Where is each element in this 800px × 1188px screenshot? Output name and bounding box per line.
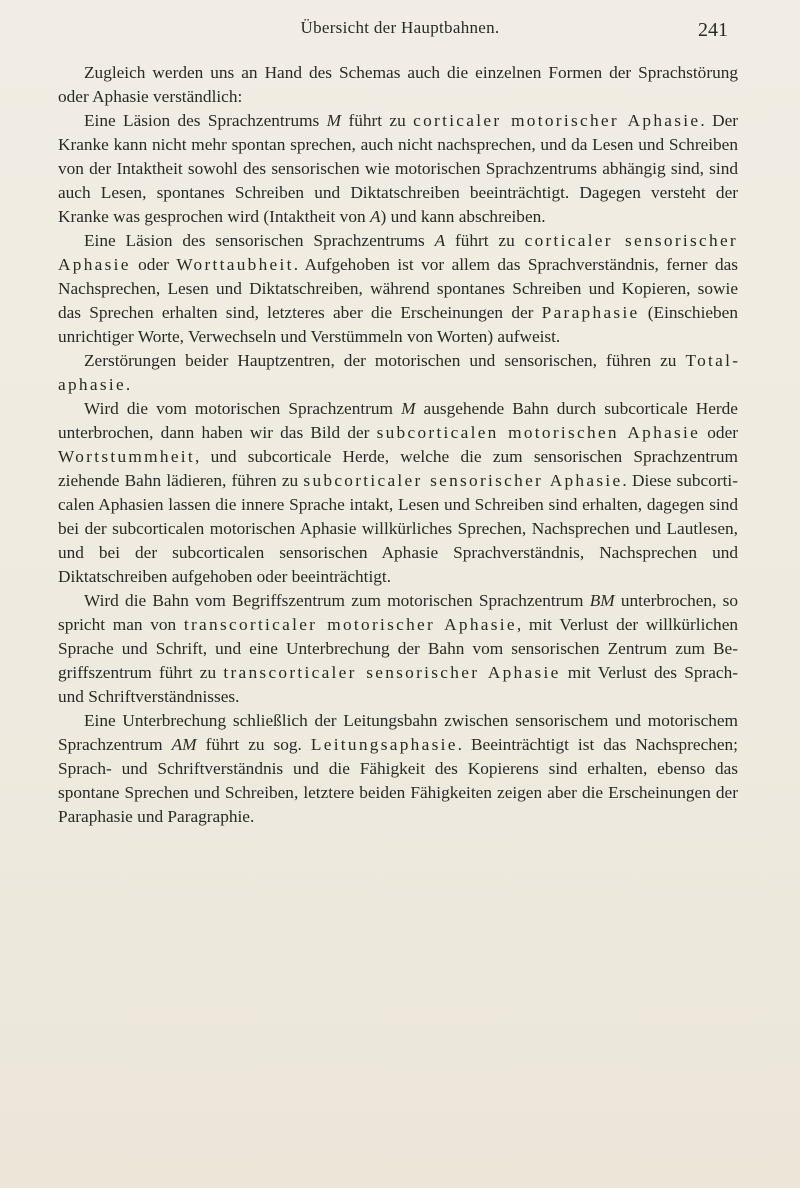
- italic-symbol: A: [369, 207, 381, 226]
- text-run: oder: [700, 423, 738, 442]
- text-run: , mit Verlust der willkürlichen Sprache und Schrift, und eine Unterbrechung der Bahn vom sensorischen Zentrum zum Begriffszentrum führt zu: [58, 615, 739, 682]
- text-run: Zugleich werden uns an Hand des Schemas auch die einzelnen Formen der Sprachstörung oder Aphasie verständlich:: [58, 63, 738, 106]
- text-run: Wird die vom motorischen Sprachzentrum: [84, 399, 402, 418]
- text-run: . Aufgehoben ist vor allem das Sprachverständnis, ferner das Nachsprechen, Lesen und Diktatschreiben, während spontanes Schreiben und Kopieren, sowie das Sprechen erhalten sind, letzteres aber die Erscheinungen der: [58, 255, 738, 322]
- page-number: 241: [698, 19, 728, 41]
- spaced-term: Wortstummheit: [58, 447, 195, 466]
- body-text: [58, 61, 738, 829]
- text-run: Eine Unterbrechung schließlich der Leitungsbahn zwischen sensorischem und motorischem Sprachzentrum: [58, 711, 738, 754]
- text-run: Zerstörungen beider Hauptzentren, der motorischen und sensorischen, führen zu: [84, 351, 686, 370]
- text-run: oder: [130, 255, 177, 274]
- text-run: führt zu sog.: [196, 735, 311, 754]
- paragraph: [58, 397, 738, 589]
- text-run: (Einschieben unrichtiger Worte, Verwechseln und Verstümmeln von Worten) aufweist.: [58, 303, 738, 346]
- spaced-term: corticaler motorischer Aphasie: [413, 111, 701, 130]
- paragraph: [58, 61, 738, 109]
- running-head: [0, 18, 800, 42]
- running-title: Übersicht der Hauptbahnen.: [300, 18, 500, 37]
- italic-symbol: AM: [171, 735, 197, 754]
- text-run: . Beeinträchtigt ist das Nachsprechen; Sprach- und Schriftverständnis und die Fähigkeit des Kopierens sind erhalten, ebenso das spontane Sprechen und Schreiben, letztere beiden Fähigkeiten zeigen aber die Erscheinungen der Paraphasie und Paragraphie.: [58, 735, 738, 826]
- paragraph: [58, 229, 738, 349]
- text-run: Eine Läsion des Sprachzentrums: [84, 111, 327, 130]
- paragraph: [58, 109, 738, 229]
- spaced-term: subcorticaler sensorischer Aphasie: [303, 471, 623, 490]
- spaced-term: transcorticaler motorischer Aphasie: [183, 615, 517, 634]
- paragraph: [58, 589, 738, 709]
- text-run: , und subcorticale Herde, welche die zum sensorischen Sprachzentrum ziehende Bahn lädieren, führen zu: [58, 447, 738, 490]
- text-run: mit Verlust des Sprach- und Schriftverständnisses.: [58, 663, 738, 706]
- spaced-term: Totalaphasie: [58, 351, 738, 394]
- text-run: ) und kann abschreiben.: [380, 207, 546, 226]
- spaced-term: Leitungsaphasie: [310, 735, 458, 754]
- italic-symbol: BM: [589, 591, 615, 610]
- text-run: führt zu: [341, 111, 414, 130]
- text-run: Eine Läsion des sensorischen Sprachzentrums: [84, 231, 435, 250]
- text-run: . Der Kranke kann nicht mehr spontan sprechen, auch nicht nachsprechen, und da Lesen und Schreiben von der Intaktheit sowohl des sensorischen wie motorischen Sprachzentrums abhängig sind, sind auch Lesen, spontanes Schreiben und Diktatschreiben beeinträchtigt. Dagegen versteht der Kranke was gesprochen wird (Intaktheit von: [58, 111, 739, 226]
- text-run: ausgehende Bahn durch subcorticale Herde unterbrochen, dann haben wir das Bild der: [58, 399, 738, 442]
- text-run: unterbrochen, so spricht man von: [58, 591, 738, 634]
- paragraph: [58, 709, 738, 829]
- italic-symbol: M: [326, 111, 342, 130]
- text-run: . Diese subcorticalen Aphasien lassen die innere Sprache intakt, Lesen und Schreiben sind erhalten, dagegen sind bei der subcorticalen motorischen Aphasie willkürliches Sprechen, Nachsprechen und Lautlesen, und bei der subcorticalen sensorischen Aphasie Sprachverständnis, Nachsprechen und Diktatschreiben aufgehoben oder beeinträchtigt.: [58, 471, 738, 586]
- spaced-term: subcorticalen motorischen Aphasie: [376, 423, 701, 442]
- paragraph: [58, 349, 738, 397]
- text-run: führt zu: [445, 231, 525, 250]
- spaced-term: transcorticaler sensorischer Aphasie: [223, 663, 561, 682]
- spaced-term: Worttaubheit: [176, 255, 294, 274]
- text-run: Wird die Bahn vom Begriffszentrum zum motorischen Sprachzentrum: [84, 591, 590, 610]
- text-run: .: [125, 375, 131, 394]
- italic-symbol: A: [434, 231, 446, 250]
- italic-symbol: M: [401, 399, 416, 418]
- spaced-term: corticaler sensorischer Aphasie: [58, 231, 738, 274]
- spaced-term: Paraphasie: [541, 303, 640, 322]
